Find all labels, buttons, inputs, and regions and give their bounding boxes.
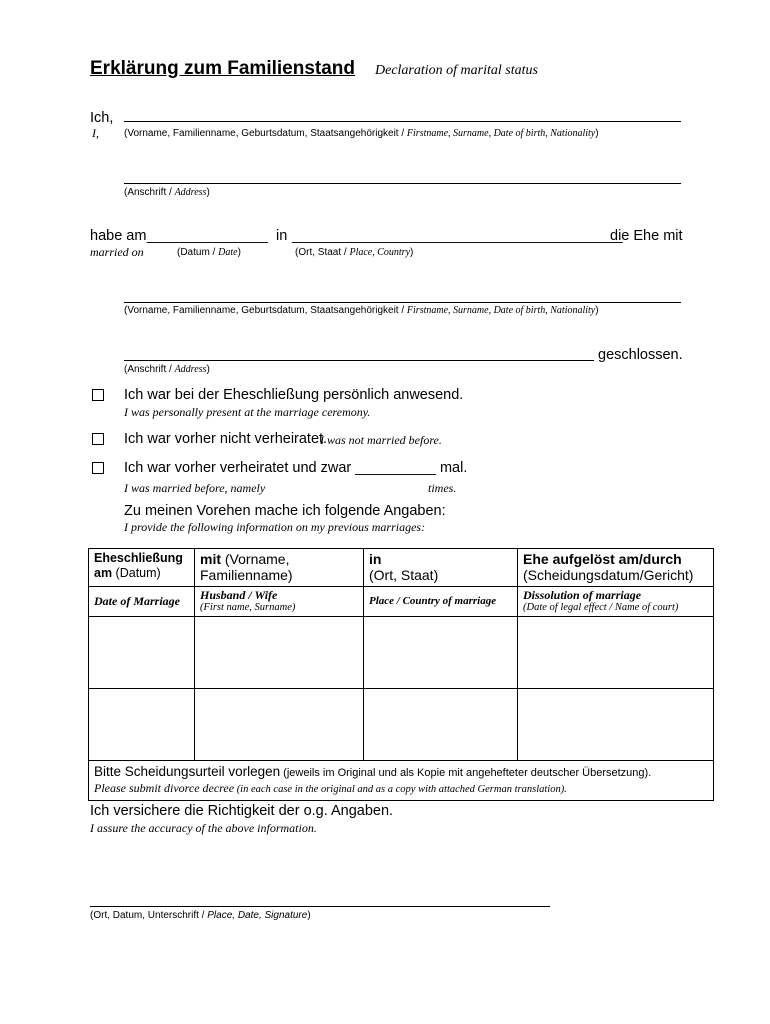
spouse-address-caption: (Anschrift / Address) xyxy=(124,364,210,375)
row2-place-cell[interactable] xyxy=(364,689,518,761)
married-before-checkbox[interactable] xyxy=(92,462,104,474)
previous-marriages-table xyxy=(88,548,714,801)
geschlossen-label: geschlossen. xyxy=(598,347,683,363)
in-label: in xyxy=(276,228,288,244)
table-header-row xyxy=(89,549,714,587)
table-row xyxy=(89,617,714,689)
form-title-english: Declaration of marital status xyxy=(375,63,538,78)
header-place: in (Ort, Staat) xyxy=(364,549,518,587)
divorce-note: Bitte Scheidungsurteil vorlegen (jeweils im Original und als Kopie mit angehefteter deutscher Übersetzung). Please submit divorce decree (in each case in the original and as a copy with attached German translation). xyxy=(89,761,714,801)
subheader-spouse: Husband / Wife (First name, Surname) xyxy=(195,587,364,617)
row1-spouse-cell[interactable] xyxy=(195,617,364,689)
option-not-married-en: I was not married before. xyxy=(320,433,442,447)
habe-am-label: habe am xyxy=(90,228,147,244)
option-present-de: Ich war bei der Eheschließung persönlich anwesend. xyxy=(124,387,464,403)
option-not-married-de: Ich war vorher nicht verheiratet. xyxy=(124,431,328,447)
subheader-date: Date of Marriage xyxy=(89,587,195,617)
die-ehe-mit-label: die Ehe mit xyxy=(610,228,683,244)
row1-dissolution-cell[interactable] xyxy=(518,617,714,689)
signature-caption: (Ort, Datum, Unterschrift / Place, Date, Signature) xyxy=(90,910,311,921)
spouse-name-line[interactable] xyxy=(124,302,681,303)
married-on-label: married on xyxy=(90,245,144,259)
header-spouse: mit (Vorname, Familienname) xyxy=(195,549,364,587)
address-caption: (Anschrift / Address) xyxy=(124,187,210,198)
address-line[interactable] xyxy=(124,183,681,184)
name-line[interactable] xyxy=(124,121,681,122)
table-note-row xyxy=(89,761,714,801)
table-subheader-row xyxy=(89,587,714,617)
date-caption: (Datum / Date) xyxy=(177,247,241,258)
i-label: I, xyxy=(92,126,99,140)
subheader-place: Place / Country of marriage xyxy=(364,587,518,617)
form-title: Erklärung zum Familienstand xyxy=(90,58,355,79)
row2-spouse-cell[interactable] xyxy=(195,689,364,761)
previous-marriages-en: I provide the following information on my previous marriages: xyxy=(124,520,426,534)
not-married-checkbox[interactable] xyxy=(92,433,104,445)
name-caption: (Vorname, Familienname, Geburtsdatum, Staatsangehörigkeit / Firstname, Surname, Date of birth, Nationality) xyxy=(124,128,599,139)
spouse-address-line[interactable] xyxy=(124,360,594,361)
header-date: Eheschließung am (Datum) xyxy=(89,549,195,587)
row1-place-cell[interactable] xyxy=(364,617,518,689)
ich-label: Ich, xyxy=(90,110,114,126)
row2-dissolution-cell[interactable] xyxy=(518,689,714,761)
table-row xyxy=(89,689,714,761)
assurance-de: Ich versichere die Richtigkeit der o.g. Angaben. xyxy=(90,803,394,819)
assurance-en: I assure the accuracy of the above information. xyxy=(90,821,317,835)
row2-date-cell[interactable] xyxy=(89,689,195,761)
row1-date-cell[interactable] xyxy=(89,617,195,689)
signature-line[interactable] xyxy=(90,906,550,907)
place-caption: (Ort, Staat / Place, Country) xyxy=(295,247,414,258)
marriage-place-blank[interactable]: _________________________________________ xyxy=(292,228,623,244)
header-dissolution: Ehe aufgelöst am/durch (Scheidungsdatum/Gericht) xyxy=(518,549,714,587)
previous-marriages-de: Zu meinen Vorehen mache ich folgende Angaben: xyxy=(124,503,446,519)
option-times-en: times. xyxy=(428,481,457,495)
option-married-before-en: I was married before, namely xyxy=(124,481,266,495)
marriage-date-blank[interactable]: _______________ xyxy=(147,228,268,244)
present-checkbox[interactable] xyxy=(92,389,104,401)
option-married-before-de: Ich war vorher verheiratet und zwar __________ mal. xyxy=(124,460,468,476)
subheader-dissolution: Dissolution of marriage (Date of legal effect / Name of court) xyxy=(518,587,714,617)
option-present-en: I was personally present at the marriage ceremony. xyxy=(124,405,371,419)
spouse-caption: (Vorname, Familienname, Geburtsdatum, Staatsangehörigkeit / Firstname, Surname, Date of birth, Nationality) xyxy=(124,305,599,316)
